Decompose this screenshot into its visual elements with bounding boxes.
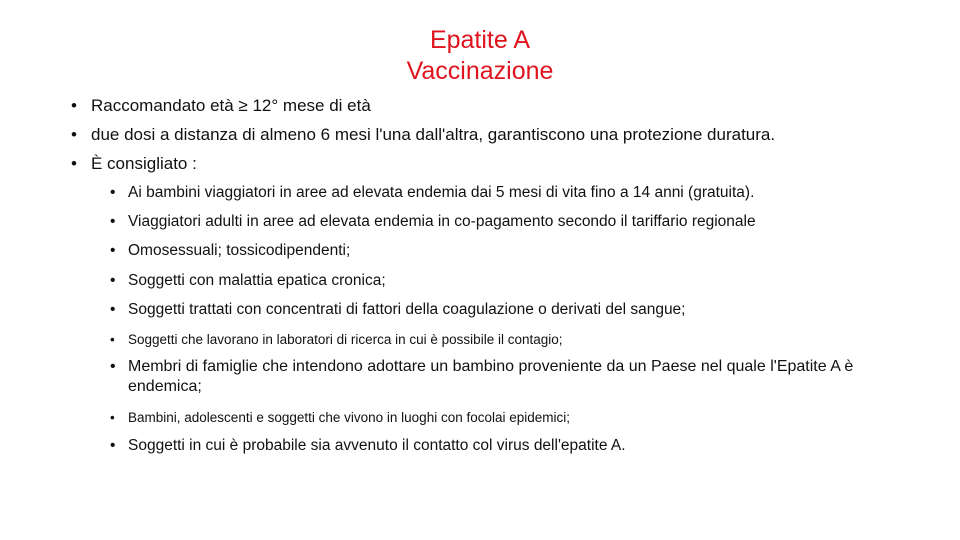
sub-bullet-text: Membri di famiglie che intendono adottare un bambino proveniente da un Paese nel quale l'Epatite A è endemica;	[128, 358, 854, 395]
sub-bullet-text: Soggetti con malattia epatica cronica;	[128, 272, 386, 289]
bullet-text: Raccomandato età ≥ 12° mese di età	[91, 96, 371, 115]
bullet-marker: •	[110, 301, 116, 318]
bullet-marker: •	[110, 213, 116, 230]
sub-bullet-text: Omosessuali; tossicodipendenti;	[128, 242, 351, 259]
bullet-marker: •	[110, 358, 116, 375]
sub-bullet-text: Soggetti trattati con concentrati di fattori della coagulazione o derivati del sangue;	[128, 301, 686, 318]
slide-title	[300, 25, 660, 87]
bullet-marker: •	[110, 437, 116, 454]
bullet-marker: •	[71, 154, 77, 173]
bullet-marker: •	[110, 184, 116, 201]
bullet-marker: •	[110, 332, 115, 347]
bullet-marker: •	[71, 125, 77, 144]
bullet-text: È consigliato :	[91, 154, 197, 173]
sub-bullet-text: Soggetti che lavorano in laboratori di ricerca in cui è possibile il contagio;	[128, 332, 563, 347]
sub-bullet-text: Soggetti in cui è probabile sia avvenuto il contatto col virus dell'epatite A.	[128, 437, 626, 454]
sub-bullet-text: Viaggiatori adulti in aree ad elevata endemia in co-pagamento secondo il tariffario regionale	[128, 213, 756, 230]
sub-bullet-text: Ai bambini viaggiatori in aree ad elevata endemia dai 5 mesi di vita fino a 14 anni (gratuita).	[128, 184, 755, 201]
bullet-marker: •	[110, 410, 115, 425]
title-line-1: Epatite A	[429, 26, 531, 54]
bullet-marker: •	[110, 242, 116, 259]
bullet-marker: •	[71, 96, 77, 115]
title-line-2: Vaccinazione	[406, 57, 554, 85]
bullet-marker: •	[110, 272, 116, 289]
sub-bullet-text: Bambini, adolescenti e soggetti che vivono in luoghi con focolai epidemici;	[128, 410, 571, 425]
bullet-text: due dosi a distanza di almeno 6 mesi l'una dall'altra, garantiscono una protezione duratura.	[91, 125, 776, 144]
